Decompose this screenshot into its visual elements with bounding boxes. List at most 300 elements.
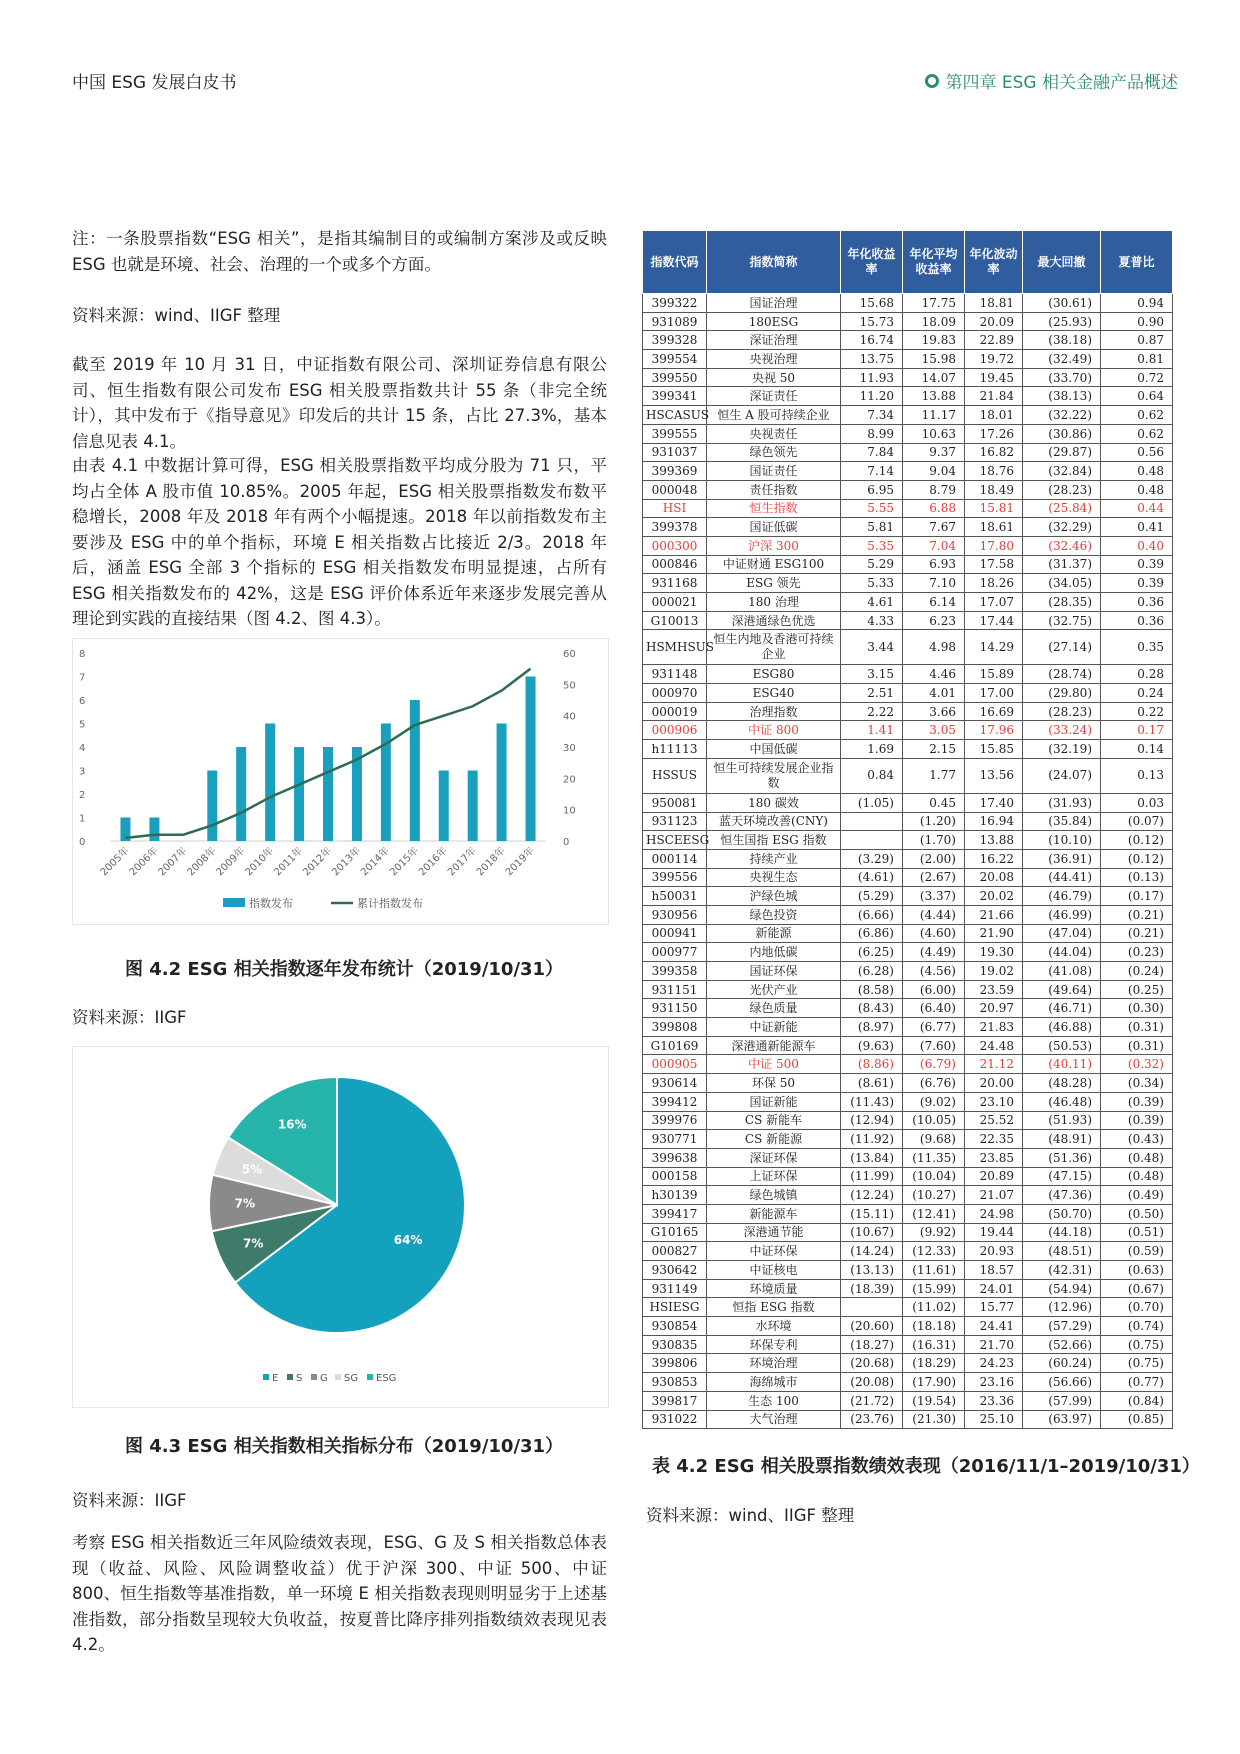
table-row	[643, 387, 1173, 406]
table-cell: 光伏产业	[707, 980, 841, 999]
table-cell: 399417	[643, 1204, 707, 1223]
table-cell: 0.03	[1101, 793, 1173, 812]
table-cell: 17.96	[965, 721, 1023, 740]
bar	[149, 818, 159, 842]
table-cell: 0.62	[1101, 424, 1173, 443]
combo-chart-svg	[73, 639, 608, 924]
table-cell: 大气治理	[707, 1410, 841, 1429]
y-tick-left: 0	[79, 837, 86, 848]
table-cell: (21.30)	[903, 1410, 965, 1429]
table-row	[643, 1018, 1173, 1037]
table-cell: 399358	[643, 962, 707, 981]
table-cell: (42.31)	[1023, 1261, 1101, 1280]
table-cell: (6.00)	[903, 980, 965, 999]
table-cell: 000906	[643, 721, 707, 740]
table-cell: 399554	[643, 350, 707, 369]
legend-label-line: 累计指数发布	[357, 897, 423, 910]
table-row	[643, 406, 1173, 425]
y-tick-left: 6	[79, 696, 86, 707]
table-cell: 深港通绿色优选	[707, 611, 841, 630]
table-cell: (11.92)	[841, 1130, 903, 1149]
source-note-3: 资料来源：IIGF	[72, 1491, 187, 1510]
table-row	[643, 1167, 1173, 1186]
table-cell: 930853	[643, 1373, 707, 1392]
table-cell: (8.43)	[841, 999, 903, 1018]
table-cell: 13.88	[903, 387, 965, 406]
table-cell: 931150	[643, 999, 707, 1018]
table-cell: 2.15	[903, 740, 965, 759]
table-cell: (32.29)	[1023, 518, 1101, 537]
figure-4-3-chart	[72, 1046, 609, 1408]
table-cell: 399817	[643, 1391, 707, 1410]
table-cell: 14.29	[965, 630, 1023, 665]
table-cell: 18.76	[965, 462, 1023, 481]
source-note-2: 资料来源：IIGF	[72, 1008, 187, 1027]
table-cell: (28.74)	[1023, 665, 1101, 684]
table-cell: 931149	[643, 1279, 707, 1298]
table-cell: 0.39	[1101, 574, 1173, 593]
table-cell: 7.10	[903, 574, 965, 593]
y-tick-left: 4	[79, 743, 86, 754]
table-cell: 深证治理	[707, 331, 841, 350]
legend-swatch	[263, 1374, 269, 1380]
table-cell: (49.64)	[1023, 980, 1101, 999]
table-cell: (9.92)	[903, 1223, 965, 1242]
table-cell: 14.07	[903, 368, 965, 387]
table-cell: (0.31)	[1101, 1018, 1173, 1037]
table-cell: (0.67)	[1101, 1279, 1173, 1298]
table-cell: (27.14)	[1023, 630, 1101, 665]
table-cell: (0.30)	[1101, 999, 1173, 1018]
table-row	[643, 1354, 1173, 1373]
table-row	[643, 924, 1173, 943]
legend-label: E	[272, 1373, 279, 1384]
table-cell: 17.07	[965, 593, 1023, 612]
table-cell: 治理指数	[707, 702, 841, 721]
table-header-row	[643, 231, 1173, 294]
table-cell: (24.07)	[1023, 758, 1101, 793]
col-header: 年化平均收益率	[903, 231, 965, 294]
table-cell: 20.93	[965, 1242, 1023, 1261]
table-cell: 中证环保	[707, 1242, 841, 1261]
table-cell: 水环境	[707, 1317, 841, 1336]
table-row	[643, 593, 1173, 612]
table-cell: 4.33	[841, 611, 903, 630]
table-cell: (12.33)	[903, 1242, 965, 1261]
y-tick-right: 10	[563, 805, 576, 817]
table-cell: (4.56)	[903, 962, 965, 981]
table-cell: (18.18)	[903, 1317, 965, 1336]
table-cell: 5.35	[841, 536, 903, 555]
table-cell: 18.81	[965, 294, 1023, 313]
table-row	[643, 999, 1173, 1018]
table-cell: 931089	[643, 312, 707, 331]
chapter-header	[925, 68, 1178, 93]
table-cell: (0.51)	[1101, 1223, 1173, 1242]
table-row	[643, 312, 1173, 331]
bar	[236, 747, 246, 841]
table-cell: 23.10	[965, 1092, 1023, 1111]
table-row	[643, 424, 1173, 443]
table-cell: 4.01	[903, 684, 965, 703]
table-cell: 25.10	[965, 1410, 1023, 1429]
table-cell: (8.97)	[841, 1018, 903, 1037]
table-row	[643, 574, 1173, 593]
chapter-circle-icon	[925, 74, 939, 88]
table-row	[643, 1335, 1173, 1354]
table-cell: (32.22)	[1023, 406, 1101, 425]
table-row	[643, 1111, 1173, 1130]
table-row	[643, 740, 1173, 759]
table-cell: 21.66	[965, 905, 1023, 924]
table-cell: (47.36)	[1023, 1186, 1101, 1205]
table-cell: 4.61	[841, 593, 903, 612]
table-cell: 7.34	[841, 406, 903, 425]
table-cell: (5.29)	[841, 887, 903, 906]
table-cell: 180ESG	[707, 312, 841, 331]
table-cell: (56.66)	[1023, 1373, 1101, 1392]
table-cell: 沪绿色城	[707, 887, 841, 906]
table-cell: (33.24)	[1023, 721, 1101, 740]
table-cell: (6.66)	[841, 905, 903, 924]
table-cell: 10.63	[903, 424, 965, 443]
table-cell: 950081	[643, 793, 707, 812]
table-row	[643, 1148, 1173, 1167]
table-cell: 13.75	[841, 350, 903, 369]
table-cell: (3.37)	[903, 887, 965, 906]
table-cell: (0.85)	[1101, 1410, 1173, 1429]
table-cell: 4.98	[903, 630, 965, 665]
pie-slice-label: 7%	[242, 1236, 264, 1251]
table-cell	[841, 812, 903, 831]
table-cell: 0.87	[1101, 331, 1173, 350]
table-cell: (47.04)	[1023, 924, 1101, 943]
table-cell: (0.84)	[1101, 1391, 1173, 1410]
note-paragraph: 注：一条股票指数“ESG 相关”，是指其编制目的或编制方案涉及或反映 ESG 也就是环境、社会、治理的一个或多个方面。	[72, 229, 607, 274]
table-cell: 1.69	[841, 740, 903, 759]
table-cell: (0.70)	[1101, 1298, 1173, 1317]
table-cell: 11.93	[841, 368, 903, 387]
table-cell: (46.88)	[1023, 1018, 1101, 1037]
table-cell: 20.97	[965, 999, 1023, 1018]
table-cell: 930614	[643, 1074, 707, 1093]
table-cell: 国证新能	[707, 1092, 841, 1111]
table-cell: 21.07	[965, 1186, 1023, 1205]
table-cell: (57.29)	[1023, 1317, 1101, 1336]
table-cell: (28.23)	[1023, 480, 1101, 499]
x-tick-label: 2018年	[474, 845, 508, 879]
x-tick-label: 2005年	[98, 845, 132, 879]
table-cell: (41.08)	[1023, 962, 1101, 981]
table-cell: (10.27)	[903, 1186, 965, 1205]
y-tick-left: 8	[79, 649, 86, 660]
pie-slice-label: 64%	[393, 1233, 423, 1248]
table-cell: (33.70)	[1023, 368, 1101, 387]
table-row	[643, 294, 1173, 313]
table-cell: 6.88	[903, 499, 965, 518]
table-row	[643, 1130, 1173, 1149]
pie-chart-svg	[73, 1047, 608, 1407]
table-cell: 0.22	[1101, 702, 1173, 721]
x-tick-label: 2017年	[445, 845, 479, 879]
table-cell: 15.73	[841, 312, 903, 331]
table-cell: 沪深 300	[707, 536, 841, 555]
table-cell: 0.24	[1101, 684, 1173, 703]
table-row	[643, 1092, 1173, 1111]
table-cell: (10.10)	[1023, 831, 1101, 850]
table-cell: (0.74)	[1101, 1317, 1173, 1336]
table-cell: (23.76)	[841, 1410, 903, 1429]
legend-label: SG	[344, 1373, 359, 1384]
table-row	[643, 499, 1173, 518]
table-cell: 21.90	[965, 924, 1023, 943]
table-cell: 000048	[643, 480, 707, 499]
table-cell: 399369	[643, 462, 707, 481]
table-cell: 399412	[643, 1092, 707, 1111]
x-tick-label: 2012年	[301, 845, 335, 879]
table-cell: 931148	[643, 665, 707, 684]
table-row	[643, 331, 1173, 350]
table-cell: 9.04	[903, 462, 965, 481]
table-cell: 1.77	[903, 758, 965, 793]
y-tick-left: 1	[79, 813, 86, 825]
table-cell: 恒生可持续发展企业指数	[707, 758, 841, 793]
table-cell: (6.25)	[841, 943, 903, 962]
table-cell: (19.54)	[903, 1391, 965, 1410]
table-cell: 责任指数	[707, 480, 841, 499]
table-cell: 17.44	[965, 611, 1023, 630]
table-row	[643, 758, 1173, 793]
table-cell: 15.81	[965, 499, 1023, 518]
table-cell: 0.13	[1101, 758, 1173, 793]
table-cell: (20.68)	[841, 1354, 903, 1373]
table-cell: 18.57	[965, 1261, 1023, 1280]
table-cell: 上证环保	[707, 1167, 841, 1186]
table-row	[643, 1317, 1173, 1336]
table-cell: (54.94)	[1023, 1279, 1101, 1298]
table-cell: 23.85	[965, 1148, 1023, 1167]
x-tick-label: 2008年	[185, 845, 219, 879]
table-cell: G10169	[643, 1036, 707, 1055]
table-row	[643, 1074, 1173, 1093]
table-cell	[841, 831, 903, 850]
y-tick-right: 20	[563, 774, 576, 786]
table-cell: 中证新能	[707, 1018, 841, 1037]
table-cell: 000905	[643, 1055, 707, 1074]
table-row	[643, 630, 1173, 665]
table-cell: (12.41)	[903, 1204, 965, 1223]
pie-slice-label: 16%	[277, 1117, 307, 1132]
table-cell: 央视生态	[707, 868, 841, 887]
table-cell: HSMHSUS	[643, 630, 707, 665]
table-cell: h50031	[643, 887, 707, 906]
table-cell: (0.31)	[1101, 1036, 1173, 1055]
table-cell: (32.75)	[1023, 611, 1101, 630]
table-cell: 3.66	[903, 702, 965, 721]
col-header: 夏普比	[1101, 231, 1173, 294]
table-row	[643, 1242, 1173, 1261]
table-cell: HSI	[643, 499, 707, 518]
table-cell: 深港通节能	[707, 1223, 841, 1242]
table-cell: 2.51	[841, 684, 903, 703]
table-cell: 15.68	[841, 294, 903, 313]
table-cell: (57.99)	[1023, 1391, 1101, 1410]
table-cell: 000158	[643, 1167, 707, 1186]
table-cell: 399808	[643, 1018, 707, 1037]
table-cell: (15.99)	[903, 1279, 965, 1298]
table-row	[643, 462, 1173, 481]
table-cell: 0.62	[1101, 406, 1173, 425]
table-row	[643, 721, 1173, 740]
table-cell: 7.67	[903, 518, 965, 537]
table-cell: 持续产业	[707, 849, 841, 868]
table-cell: 环境质量	[707, 1279, 841, 1298]
table-cell: (9.02)	[903, 1092, 965, 1111]
table-cell: 930956	[643, 905, 707, 924]
table-row	[643, 812, 1173, 831]
table-cell: 8.99	[841, 424, 903, 443]
table-cell: (0.48)	[1101, 1148, 1173, 1167]
y-tick-right: 0	[563, 837, 570, 848]
table-row	[643, 1186, 1173, 1205]
table-cell: (25.93)	[1023, 312, 1101, 331]
table-cell: 绿色投资	[707, 905, 841, 924]
table-row	[643, 1261, 1173, 1280]
legend-swatch	[335, 1374, 341, 1380]
figure-4-2-caption: 图 4.2 ESG 相关指数逐年发布统计（2019/10/31）	[125, 959, 564, 980]
table-cell: 中证 500	[707, 1055, 841, 1074]
table-cell: 000300	[643, 536, 707, 555]
x-tick-label: 2013年	[330, 845, 364, 879]
table-cell: 0.48	[1101, 462, 1173, 481]
table-cell: (9.63)	[841, 1036, 903, 1055]
table-cell: 0.81	[1101, 350, 1173, 369]
table-cell: (11.61)	[903, 1261, 965, 1280]
table-row	[643, 684, 1173, 703]
table-cell: (28.35)	[1023, 593, 1101, 612]
legend-label: S	[296, 1373, 303, 1384]
table-cell: 930771	[643, 1130, 707, 1149]
table-cell: (4.44)	[903, 905, 965, 924]
table-cell: (0.25)	[1101, 980, 1173, 999]
table-cell: (10.04)	[903, 1167, 965, 1186]
table-cell: 央视 50	[707, 368, 841, 387]
table-cell: h11113	[643, 740, 707, 759]
bar	[294, 747, 304, 841]
table-cell: (6.86)	[841, 924, 903, 943]
table-cell: (44.41)	[1023, 868, 1101, 887]
table-cell: 19.02	[965, 962, 1023, 981]
x-tick-label: 2019年	[503, 845, 537, 879]
table-cell: (4.60)	[903, 924, 965, 943]
table-cell: 3.44	[841, 630, 903, 665]
table-cell: 21.83	[965, 1018, 1023, 1037]
table-cell: (50.53)	[1023, 1036, 1101, 1055]
table-cell: 0.90	[1101, 312, 1173, 331]
table-cell: 000977	[643, 943, 707, 962]
table-cell: (0.12)	[1101, 831, 1173, 850]
table-cell: (0.77)	[1101, 1373, 1173, 1392]
table-cell: 国证环保	[707, 962, 841, 981]
table-cell: 20.09	[965, 312, 1023, 331]
table-cell: 20.89	[965, 1167, 1023, 1186]
table-cell: 19.44	[965, 1223, 1023, 1242]
table-cell: (51.36)	[1023, 1148, 1101, 1167]
x-tick-label: 2015年	[388, 845, 421, 879]
table-cell: 国证责任	[707, 462, 841, 481]
y-tick-left: 2	[79, 790, 86, 801]
table-cell: (11.43)	[841, 1092, 903, 1111]
table-cell: 7.14	[841, 462, 903, 481]
y-tick-left: 5	[79, 719, 86, 731]
bar	[323, 747, 333, 841]
table-cell: (0.13)	[1101, 868, 1173, 887]
body-paragraph-3: 考察 ESG 相关指数近三年风险绩效表现，ESG、G 及 S 相关指数总体表现（收益、风险、风险调整收益）优于沪深 300、中证 500、中证 800、恒生指数等基准指数，单一环境 E 相关指数表现则明显劣于上述基准指数，部分指数呈现较大负收益，按夏普比降序排列指数绩效表现见表 4.2。	[72, 1533, 607, 1654]
table-row	[643, 702, 1173, 721]
legend-label: ESG	[376, 1373, 397, 1384]
table-row	[643, 443, 1173, 462]
table-row	[643, 980, 1173, 999]
table-cell: (12.24)	[841, 1186, 903, 1205]
table-cell: 399976	[643, 1111, 707, 1130]
table-row	[643, 536, 1173, 555]
table-cell: (50.70)	[1023, 1204, 1101, 1223]
table-cell: (0.32)	[1101, 1055, 1173, 1074]
table-cell: 16.69	[965, 702, 1023, 721]
table-cell: (2.00)	[903, 849, 965, 868]
table-cell: (20.60)	[841, 1317, 903, 1336]
table-cell: 绿色城镇	[707, 1186, 841, 1205]
table-row	[643, 868, 1173, 887]
table-cell: 0.45	[903, 793, 965, 812]
table-cell: (16.31)	[903, 1335, 965, 1354]
figure-4-2-chart	[72, 638, 609, 925]
legend-swatch-bar	[223, 898, 245, 907]
table-cell: 180 治理	[707, 593, 841, 612]
table-cell: 中证核电	[707, 1261, 841, 1280]
table-cell: 399638	[643, 1148, 707, 1167]
table-cell: 17.58	[965, 555, 1023, 574]
table-cell: 深港通新能源车	[707, 1036, 841, 1055]
table-cell: 18.61	[965, 518, 1023, 537]
table-cell: 13.88	[965, 831, 1023, 850]
table-cell: 6.23	[903, 611, 965, 630]
table-cell: (36.91)	[1023, 849, 1101, 868]
table-cell: (8.86)	[841, 1055, 903, 1074]
table-cell: 25.52	[965, 1111, 1023, 1130]
table-cell: (11.02)	[903, 1298, 965, 1317]
table-cell: 931168	[643, 574, 707, 593]
table-cell: 399322	[643, 294, 707, 313]
table-cell: 15.85	[965, 740, 1023, 759]
table-cell: (2.67)	[903, 868, 965, 887]
table-cell: (7.60)	[903, 1036, 965, 1055]
table-cell: 0.72	[1101, 368, 1173, 387]
table-cell: HSCEESG	[643, 831, 707, 850]
x-tick-label: 2010年	[243, 845, 277, 879]
table-cell: 000941	[643, 924, 707, 943]
source-note-4: 资料来源：wind、IIGF 整理	[646, 1506, 855, 1525]
table-cell: ESG 领先	[707, 574, 841, 593]
table-cell: 蓝天环境改善(CNY)	[707, 812, 841, 831]
table-cell: 399556	[643, 868, 707, 887]
table-cell: 180 碳效	[707, 793, 841, 812]
table-cell: (0.49)	[1101, 1186, 1173, 1205]
x-tick-label: 2006年	[127, 845, 161, 879]
table-cell: 0.44	[1101, 499, 1173, 518]
table-cell: 3.05	[903, 721, 965, 740]
table-cell: (48.28)	[1023, 1074, 1101, 1093]
